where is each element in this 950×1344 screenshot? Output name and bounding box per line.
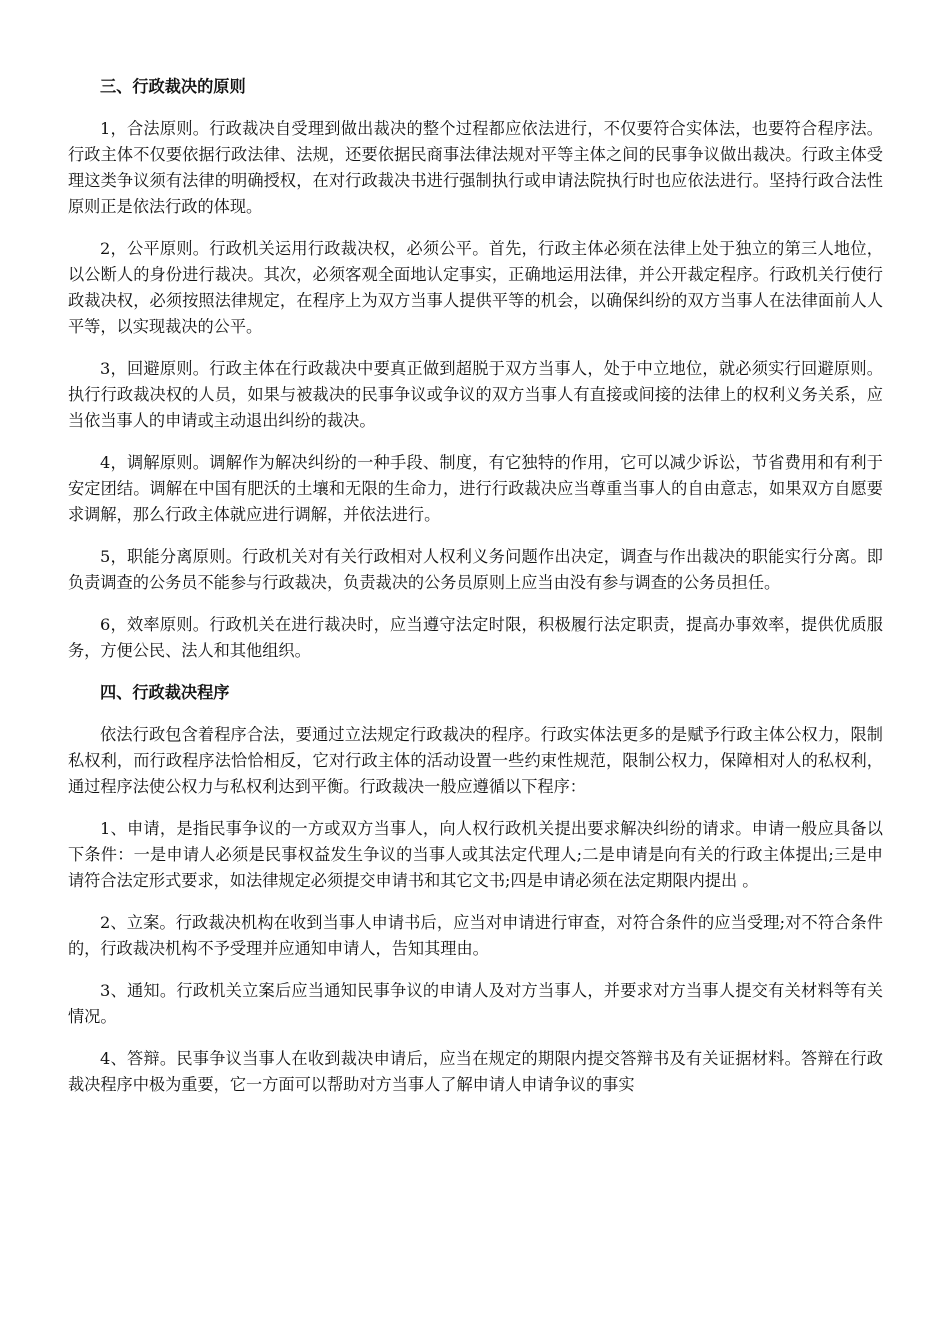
paragraph-mediation-principle: 4，调解原则。调解作为解决纠纷的一种手段、制度，有它独特的作用，它可以减少诉讼，节省费用和有利于安定团结。调解在中国有肥沃的土壤和无限的生命力，进行行政裁决应当尊重当事人的自由意志，如果双方自愿要求调解，那么行政主体就应进行调解，并依法进行。 (68, 453, 883, 524)
section-heading-principles: 三、行政裁决的原则 (100, 77, 246, 96)
paragraph-fairness-principle: 2，公平原则。行政机关运用行政裁决权，必须公平。首先，行政主体必须在法律上处于独立的第三人地位，以公断人的身份进行裁决。其次，必须客观全面地认定事实，正确地运用法律，并公开裁定程序。行政机关行使行政裁决权，必须按照法律规定，在程序上为双方当事人提供平等的机会，以确保纠纷的双方当事人在法律面前人人平等，以实现裁决的公平。 (68, 239, 883, 336)
paragraph-defense-step: 4、答辩。民事争议当事人在收到裁决申请后，应当在规定的期限内提交答辩书及有关证据材料。答辩在行政裁决程序中极为重要，它一方面可以帮助对方当事人了解申请人申请争议的事实 (68, 1049, 883, 1094)
section-heading-procedure: 四、行政裁决程序 (100, 683, 230, 702)
paragraph-procedure-intro: 依法行政包含着程序合法，要通过立法规定行政裁决的程序。行政实体法更多的是赋予行政主体公权力，限制私权利，而行政程序法恰恰相反，它对行政主体的活动设置一些约束性规范，限制公权力，保障相对人的私权利，通过程序法使公权力与私权利达到平衡。行政裁决一般应遵循以下程序： (68, 725, 883, 796)
paragraph-efficiency-principle: 6，效率原则。行政机关在进行裁决时，应当遵守法定时限，积极履行法定职责，提高办事效率，提供优质服务，方便公民、法人和其他组织。 (68, 615, 883, 660)
paragraph-application-step: 1、申请，是指民事争议的一方或双方当事人，向人权行政机关提出要求解决纠纷的请求。申请一般应具备以下条件：一是申请人必须是民事权益发生争议的当事人或其法定代理人;二是申请是向有关的行政主体提出;三是申请符合法定形式要求，如法律规定必须提交申请书和其它文书;四是申请必须在法定期限内提出 。 (68, 819, 883, 890)
paragraph-filing-step: 2、立案。行政裁决机构在收到当事人申请书后，应当对申请进行审查，对符合条件的应当受理;对不符合条件的，行政裁决机构不予受理并应通知申请人，告知其理由。 (68, 913, 883, 958)
document-page (68, 74, 883, 1114)
paragraph-separation-principle: 5，职能分离原则。行政机关对有关行政相对人权利义务问题作出决定，调查与作出裁决的职能实行分离。即负责调查的公务员不能参与行政裁决，负责裁决的公务员原则上应当由没有参与调查的公务员担任。 (68, 547, 883, 592)
paragraph-legality-principle: 1，合法原则。行政裁决自受理到做出裁决的整个过程都应依法进行，不仅要符合实体法，也要符合程序法。行政主体不仅要依据行政法律、法规，还要依据民商事法律法规对平等主体之间的民事争议做出裁决。行政主体受理这类争议须有法律的明确授权，在对行政裁决书进行强制执行或申请法院执行时也应依法进行。坚持行政合法性原则正是依法行政的体现。 (68, 119, 883, 216)
paragraph-notification-step: 3、通知。行政机关立案后应当通知民事争议的申请人及对方当事人，并要求对方当事人提交有关材料等有关情况。 (68, 981, 883, 1026)
paragraph-recusal-principle: 3，回避原则。行政主体在行政裁决中要真正做到超脱于双方当事人，处于中立地位，就必须实行回避原则。执行行政裁决权的人员，如果与被裁决的民事争议或争议的双方当事人有直接或间接的法律上的权利义务关系，应当依当事人的申请或主动退出纠纷的裁决。 (68, 359, 883, 430)
